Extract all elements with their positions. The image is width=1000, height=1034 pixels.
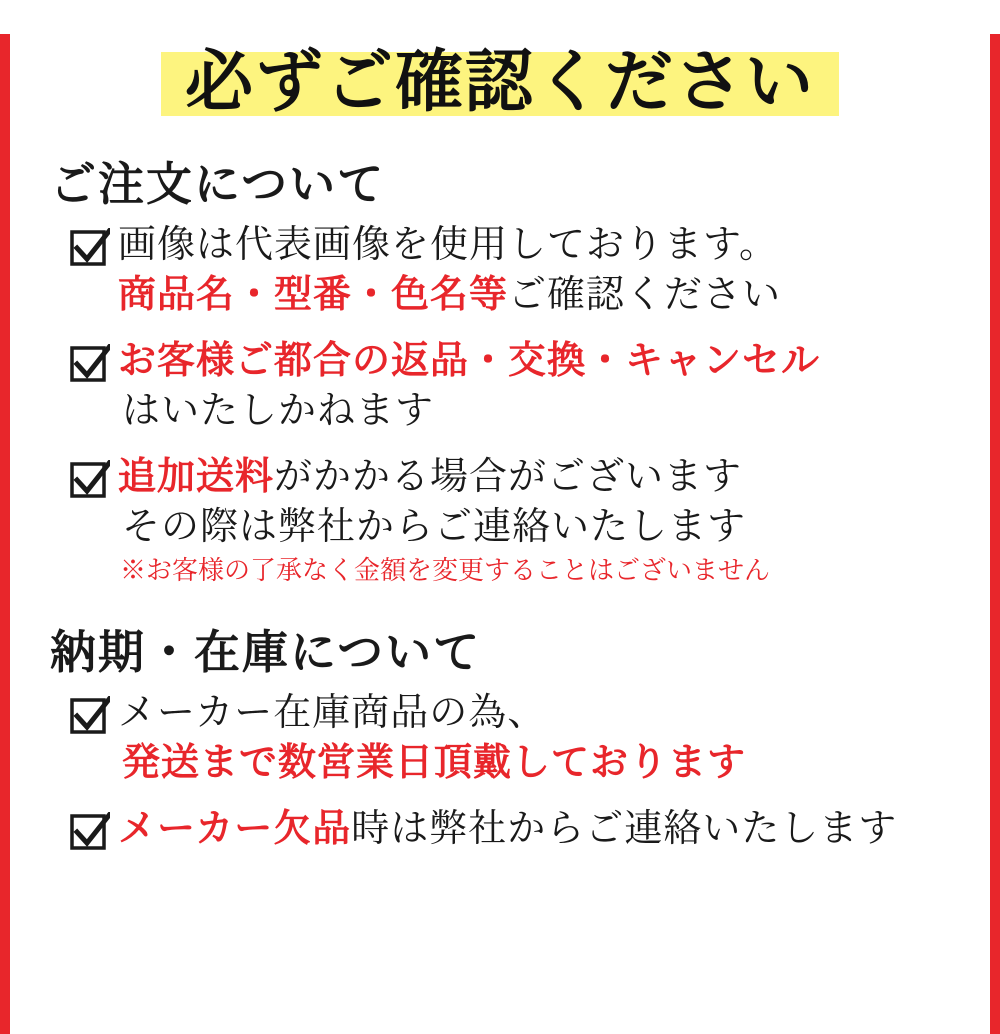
list-item-line: 発送まで数営業日頂戴しております bbox=[122, 742, 747, 784]
list-item bbox=[70, 336, 964, 436]
checkbox-checked-icon bbox=[70, 344, 110, 384]
title-text: 必ずご確認ください bbox=[184, 44, 815, 120]
list-item-line bbox=[118, 270, 964, 320]
checkbox-checked-icon bbox=[70, 228, 110, 268]
normal-text: がかかる場合がございます bbox=[274, 456, 743, 498]
list-item-text bbox=[118, 452, 964, 590]
list-item-line: 画像は代表画像を使用しております。 bbox=[118, 224, 778, 266]
section-heading-orders: ご注文について bbox=[50, 159, 386, 210]
list-item-text bbox=[118, 688, 964, 788]
list-item-text bbox=[118, 804, 964, 854]
list-item bbox=[70, 220, 964, 320]
checkbox-checked-icon bbox=[70, 696, 110, 736]
list-item bbox=[70, 804, 964, 854]
list-item-note: ※お客様の了承なく金額を変更することはございません bbox=[120, 556, 771, 585]
checkbox-checked-icon bbox=[70, 460, 110, 500]
list-item-line: メーカー在庫商品の為、 bbox=[118, 692, 547, 734]
emphasis-text: 追加送料 bbox=[118, 456, 275, 498]
checkbox-checked-icon bbox=[70, 812, 110, 852]
list-item bbox=[70, 452, 964, 590]
list-item-text bbox=[118, 220, 964, 320]
list-item-line bbox=[118, 804, 964, 854]
list-item-line: はいたしかねます bbox=[122, 390, 435, 432]
list-item bbox=[70, 688, 964, 788]
emphasis-text: 商品名・型番・色名等 bbox=[118, 274, 509, 316]
section-heading-delivery: 納期・在庫について bbox=[50, 627, 482, 678]
emphasis-text: メーカー欠品 bbox=[118, 808, 352, 850]
list-item-line: その際は弊社からご連絡いたします bbox=[122, 506, 747, 548]
list-item-line: お客様ご都合の返品・交換・キャンセル bbox=[118, 340, 821, 382]
page-title bbox=[36, 34, 964, 130]
normal-text: 時は弊社からご連絡いたします bbox=[351, 808, 898, 850]
normal-text: ご確認ください bbox=[508, 274, 782, 316]
notice-page bbox=[0, 34, 1000, 1034]
list-item-text bbox=[118, 336, 964, 436]
list-item-line bbox=[118, 452, 964, 502]
notice-content bbox=[10, 34, 990, 1034]
